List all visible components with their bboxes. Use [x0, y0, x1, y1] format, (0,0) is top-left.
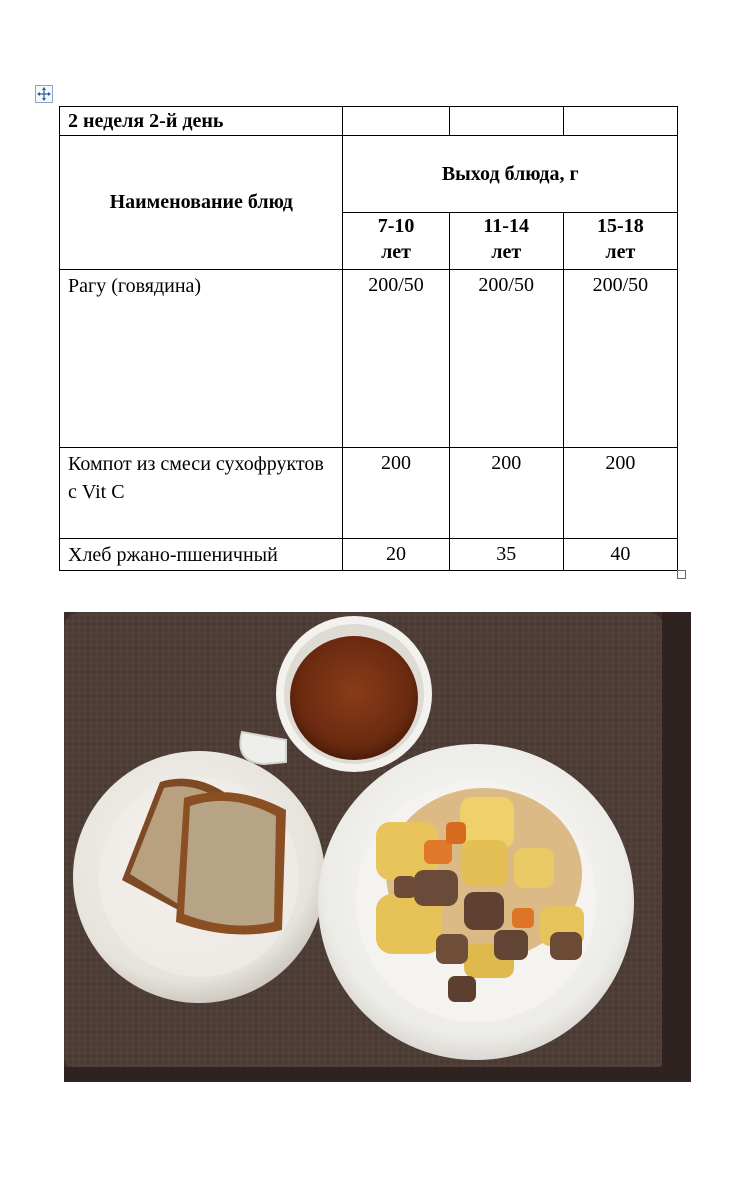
age-unit: лет [491, 241, 522, 263]
yield-header: Выход блюда, г [343, 136, 678, 213]
portion-value: 35 [449, 539, 563, 571]
table-row [60, 448, 678, 539]
dish-name: Рагу (говядина) [60, 270, 343, 448]
empty-cell [563, 107, 677, 136]
table-resize-handle[interactable] [677, 570, 686, 579]
age-group-header [343, 213, 449, 270]
age-group-header [449, 213, 563, 270]
age-range: 11-14 [483, 215, 529, 237]
meal-tray-illustration [64, 612, 691, 1082]
meal-photo [64, 612, 691, 1082]
move-arrows-icon [36, 86, 52, 102]
table-row [60, 270, 678, 448]
portion-value: 200 [343, 448, 449, 539]
age-range: 15-18 [597, 215, 644, 237]
table-row [60, 136, 678, 213]
day-title: 2 неделя 2-й день [60, 107, 343, 136]
age-unit: лет [605, 241, 636, 263]
portion-value: 200 [449, 448, 563, 539]
empty-cell [343, 107, 449, 136]
table-row [60, 107, 678, 136]
portion-value: 200 [563, 448, 677, 539]
portion-value: 200/50 [343, 270, 449, 448]
portion-value: 200/50 [449, 270, 563, 448]
portion-value: 40 [563, 539, 677, 571]
portion-value: 20 [343, 539, 449, 571]
dish-name-header: Наименование блюд [60, 136, 343, 270]
table-move-handle[interactable] [35, 85, 53, 103]
age-unit: лет [381, 241, 411, 263]
portion-value: 200/50 [563, 270, 677, 448]
age-group-header [563, 213, 677, 270]
dish-name: Компот из смеси сухофруктов с Vit C [60, 448, 343, 539]
table-row [60, 539, 678, 571]
age-range: 7-10 [377, 215, 415, 237]
dish-name: Хлеб ржано-пшеничный [60, 539, 343, 571]
menu-table [59, 106, 678, 571]
empty-cell [449, 107, 563, 136]
